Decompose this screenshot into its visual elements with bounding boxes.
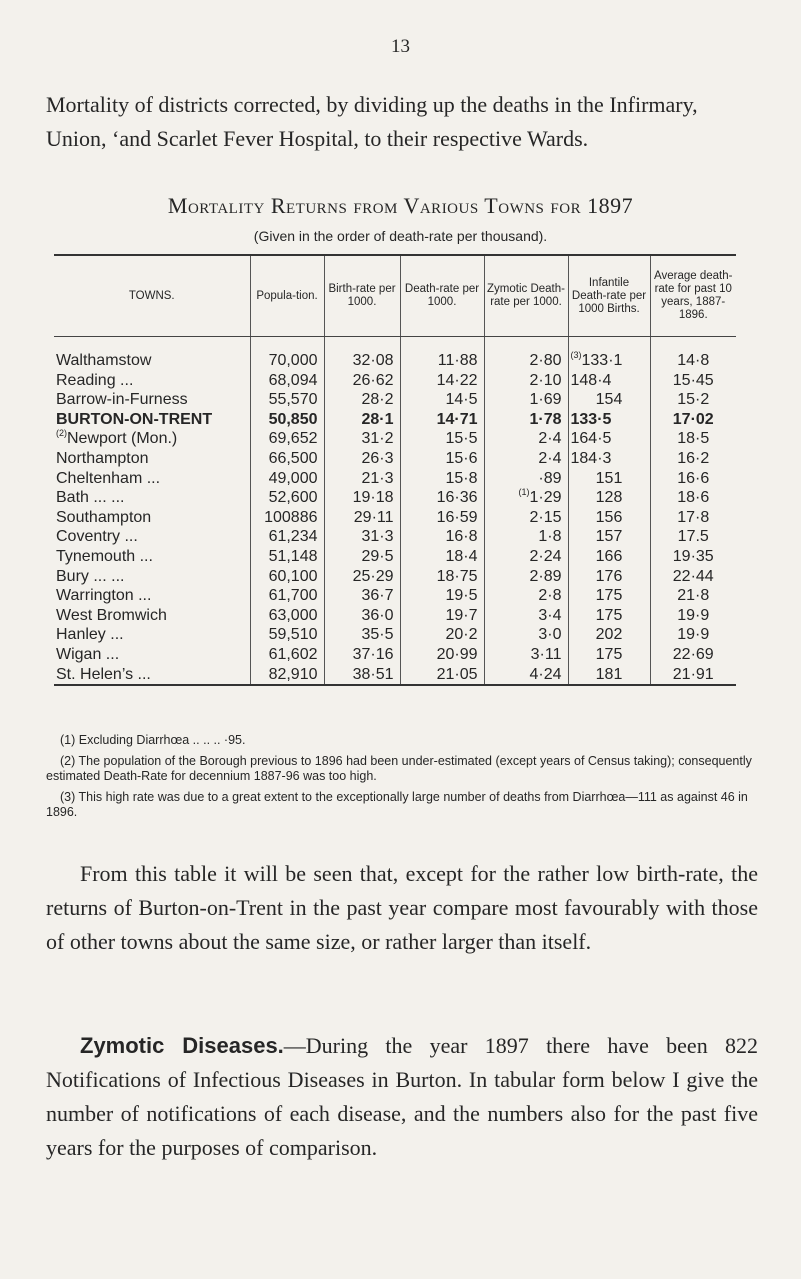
birth-rate: 35·5: [324, 625, 400, 645]
infantile-value: 133·1: [581, 352, 623, 369]
header-death-rate: Death-rate per 1000.: [400, 256, 484, 337]
average-rate: 19·9: [650, 625, 736, 645]
header-birth-rate: Birth-rate per 1000.: [324, 256, 400, 337]
death-rate: 18·4: [400, 547, 484, 567]
average-rate: 15·45: [650, 371, 736, 391]
average-rate: 18·6: [650, 488, 736, 508]
town-name: St. Helen’s ...: [56, 665, 151, 683]
birth-rate: 26·3: [324, 449, 400, 469]
zymotic-rate: 1·69: [484, 390, 568, 410]
average-rate: 17.5: [650, 527, 736, 547]
town-name: Reading ...: [56, 371, 134, 389]
table-row: [54, 586, 736, 606]
birth-rate: 21·3: [324, 469, 400, 489]
infantile-rate: 133·5: [568, 410, 650, 430]
infantile-rate: 156: [568, 508, 650, 528]
infantile-rate: 176: [568, 567, 650, 587]
average-rate: 16·6: [650, 469, 736, 489]
table-header-row: [54, 256, 736, 337]
birth-rate: 31·2: [324, 429, 400, 449]
zymotic-value: 1·29: [529, 489, 562, 507]
table-row: [54, 645, 736, 665]
table-row: [54, 488, 736, 508]
zymotic-paragraph: [46, 1029, 758, 1165]
population: 61,700: [250, 586, 324, 606]
infantile-rate: 175: [568, 586, 650, 606]
infantile-rate: 154: [568, 390, 650, 410]
zymotic-rate: 2·8: [484, 586, 568, 606]
town-name: Barrow-in-Furness: [56, 391, 188, 409]
header-population: Popula-tion.: [250, 256, 324, 337]
table-row: [54, 625, 736, 645]
town-name: [54, 429, 250, 449]
town-name: Tynemouth ...: [56, 547, 153, 565]
footnote-mark: (1): [518, 488, 530, 498]
table-row: [54, 567, 736, 587]
infantile-rate: 175: [568, 606, 650, 626]
header-zymotic: Zymotic Death-rate per 1000.: [484, 256, 568, 337]
birth-rate: 29·11: [324, 508, 400, 528]
table-row: [54, 337, 736, 371]
death-rate: 11·88: [400, 337, 484, 371]
zymotic-rate: 2·80: [484, 337, 568, 371]
footnote-2: (2) The population of the Borough previous to 1896 had been under-estimated (except years of Census taking); consequently estimated Death-Rate for decennium 1887-96 was too high.: [46, 754, 752, 783]
town-name: BURTON-ON-TRENT: [56, 410, 213, 428]
death-rate: 18·75: [400, 567, 484, 587]
population: 52,600: [250, 488, 324, 508]
returns-subtitle: (Given in the order of death-rate per thousand).: [253, 228, 548, 244]
population: 55,570: [250, 390, 324, 410]
table-row: [54, 429, 736, 449]
table-row: [54, 606, 736, 626]
zymotic-rate: 3·11: [484, 645, 568, 665]
zymotic-heading: Zymotic Diseases.: [80, 1033, 284, 1058]
table-row: [54, 547, 736, 567]
birth-rate: 28·2: [324, 390, 400, 410]
town-name: Walthamstow: [56, 352, 152, 369]
zymotic-rate: [484, 488, 568, 508]
table-row: [54, 469, 736, 489]
zymotic-rate: 2·10: [484, 371, 568, 391]
birth-rate: 37·16: [324, 645, 400, 665]
population: 59,510: [250, 625, 324, 645]
population: 66,500: [250, 449, 324, 469]
birth-rate: 32·08: [324, 337, 400, 371]
infantile-rate: 157: [568, 527, 650, 547]
infantile-rate: 181: [568, 665, 650, 685]
birth-rate: 31·3: [324, 527, 400, 547]
death-rate: 19·7: [400, 606, 484, 626]
average-rate: 19·9: [650, 606, 736, 626]
average-rate: 18·5: [650, 429, 736, 449]
population: 68,094: [250, 371, 324, 391]
town-label: Newport (Mon.): [67, 430, 178, 448]
death-rate: 16·8: [400, 527, 484, 547]
birth-rate: 26·62: [324, 371, 400, 391]
infantile-rate: 202: [568, 625, 650, 645]
infantile-rate: 128: [568, 488, 650, 508]
death-rate: 20·2: [400, 625, 484, 645]
birth-rate: 29·5: [324, 547, 400, 567]
average-rate: 15·2: [650, 390, 736, 410]
death-rate: 15·6: [400, 449, 484, 469]
table-row: [54, 665, 736, 685]
average-rate: 16·2: [650, 449, 736, 469]
town-name: Bath ... ...: [56, 489, 125, 507]
zymotic-rate: 2·89: [484, 567, 568, 587]
average-rate: 21·8: [650, 586, 736, 606]
table-row: [54, 449, 736, 469]
header-average: Average death-rate for past 10 years, 1887-1896.: [650, 256, 736, 337]
population: 100886: [250, 508, 324, 528]
footnote-1: (1) Excluding Diarrhœa .. .. .. ·95.: [60, 733, 246, 747]
infantile-rate: 148·4: [568, 371, 650, 391]
town-name: Southampton: [56, 508, 152, 526]
zymotic-rate: 3·4: [484, 606, 568, 626]
average-rate: 17·8: [650, 508, 736, 528]
average-rate: 19·35: [650, 547, 736, 567]
population: 50,850: [250, 410, 324, 430]
population: 61,602: [250, 645, 324, 665]
infantile-rate: 166: [568, 547, 650, 567]
footnote-3: (3) This high rate was due to a great extent to the exceptionally large number of deaths from Diarrhœa—111 as against 46 in 1896.: [46, 790, 748, 819]
returns-title: Mortality Returns from Various Towns for 1897: [167, 193, 634, 218]
town-name: Northampton: [56, 449, 149, 467]
birth-rate: 38·51: [324, 665, 400, 685]
death-rate: 21·05: [400, 665, 484, 685]
population: 60,100: [250, 567, 324, 587]
table-row: [54, 527, 736, 547]
table-row-burton: [54, 410, 736, 430]
footnote-mark: (3): [570, 350, 582, 360]
average-rate: 21·91: [650, 665, 736, 685]
header-towns: TOWNS.: [54, 256, 250, 337]
death-rate: 19·5: [400, 586, 484, 606]
town-name: Coventry ...: [56, 528, 138, 546]
death-rate: 16·36: [400, 488, 484, 508]
average-rate: 17·02: [650, 410, 736, 430]
average-rate: 22·69: [650, 645, 736, 665]
population: 61,234: [250, 527, 324, 547]
mortality-table: [54, 254, 736, 686]
table-row: [54, 390, 736, 410]
average-rate: 22·44: [650, 567, 736, 587]
header-infantile: Infantile Death-rate per 1000 Births.: [568, 256, 650, 337]
page-number: 13: [391, 36, 410, 57]
infantile-rate: 184·3: [568, 449, 650, 469]
zymotic-text: —During the year 1897 there have been 822 Notifications of Infectious Diseases in Burton. In tabular form below I give the number of notifications of each disease, and the numbers also for the past five years for the purposes of comparison.: [46, 1033, 759, 1160]
population: 49,000: [250, 469, 324, 489]
footnote-mark: (2): [56, 429, 67, 439]
population: 51,148: [250, 547, 324, 567]
death-rate: 20·99: [400, 645, 484, 665]
birth-rate: 36·7: [324, 586, 400, 606]
death-rate: 15·8: [400, 469, 484, 489]
infantile-rate: [568, 337, 650, 371]
zymotic-rate: 4·24: [484, 665, 568, 685]
death-rate: 15·5: [400, 429, 484, 449]
town-name: Warrington ...: [56, 587, 152, 605]
town-name: Cheltenham ...: [56, 469, 161, 487]
town-name: West Bromwich: [56, 606, 167, 624]
infantile-rate: 175: [568, 645, 650, 665]
zymotic-rate: 2·15: [484, 508, 568, 528]
zymotic-rate: 1·78: [484, 410, 568, 430]
zymotic-rate: 2·24: [484, 547, 568, 567]
population: 63,000: [250, 606, 324, 626]
zymotic-rate: 1·8: [484, 527, 568, 547]
birth-rate: 19·18: [324, 488, 400, 508]
town-name: Bury ... ...: [56, 567, 125, 585]
footnotes: [46, 733, 758, 826]
summary-paragraph: From this table it will be seen that, except for the rather low birth-rate, the returns of Burton-on-Trent in the past year compare most favourably with those of other towns about the same size, or rather larger than itself.: [46, 861, 758, 954]
zymotic-rate: 2·4: [484, 449, 568, 469]
death-rate: 16·59: [400, 508, 484, 528]
intro-paragraph: Mortality of districts corrected, by dividing up the deaths in the Infirmary, Union, ‘and Scarlet Fever Hospital, to their respective Wards.: [46, 92, 698, 151]
population: 82,910: [250, 665, 324, 685]
death-rate: 14·71: [400, 410, 484, 430]
death-rate: 14·5: [400, 390, 484, 410]
birth-rate: 25·29: [324, 567, 400, 587]
average-rate: 14·8: [650, 337, 736, 371]
town-name: Hanley ...: [56, 626, 124, 644]
zymotic-rate: ·89: [484, 469, 568, 489]
birth-rate: 28·1: [324, 410, 400, 430]
death-rate: 14·22: [400, 371, 484, 391]
town-name: Wigan ...: [56, 645, 120, 663]
birth-rate: 36·0: [324, 606, 400, 626]
population: 70,000: [250, 337, 324, 371]
zymotic-rate: 2·4: [484, 429, 568, 449]
table-row: [54, 508, 736, 528]
table-row: [54, 371, 736, 391]
zymotic-rate: 3·0: [484, 625, 568, 645]
population: 69,652: [250, 429, 324, 449]
infantile-rate: 151: [568, 469, 650, 489]
infantile-rate: 164·5: [568, 429, 650, 449]
